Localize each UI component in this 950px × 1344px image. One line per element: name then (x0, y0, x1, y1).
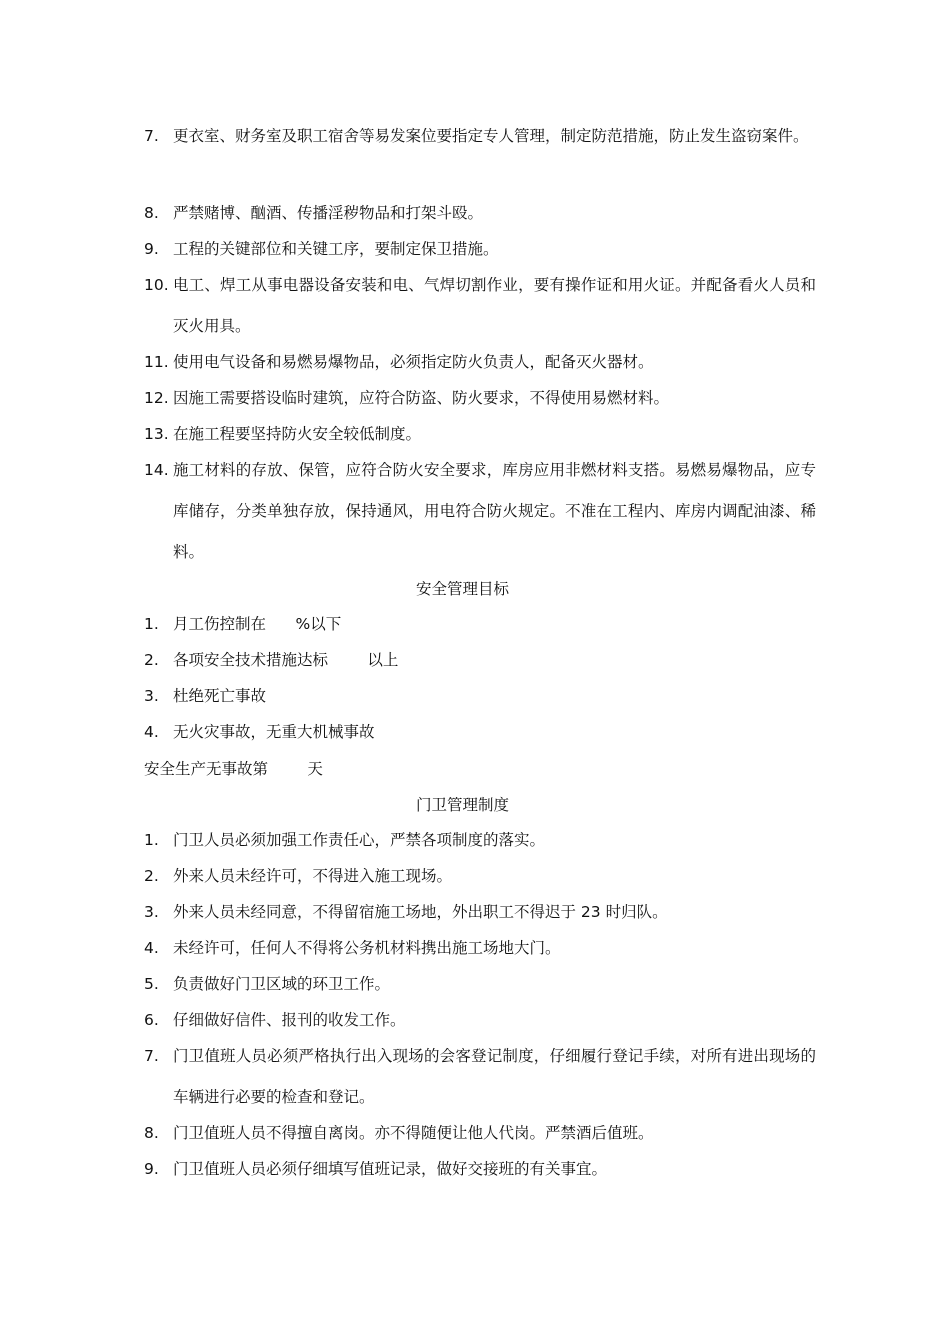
list-item (144, 640, 816, 681)
list-item (144, 265, 816, 347)
list-item (144, 1113, 816, 1154)
item-text: 仔细做好信件、报刊的收发工作。 (173, 1011, 406, 1029)
section-heading-safety-goals: 安全管理目标 (415, 580, 509, 598)
list-item (144, 1036, 816, 1118)
item-number: 9. (144, 1160, 159, 1178)
item-number: 6. (144, 1011, 159, 1029)
item-number: 3. (144, 687, 159, 705)
list-item (144, 378, 816, 419)
item-text: 门卫值班人员不得擅自离岗。亦不得随便让他人代岗。严禁酒后值班。 (173, 1124, 654, 1142)
item-number: 4. (144, 723, 159, 741)
list-item (144, 892, 816, 933)
list-item (144, 229, 816, 270)
item-number: 1. (144, 615, 159, 633)
item-text: 门卫人员必须加强工作责任心，严禁各项制度的落实。 (173, 831, 546, 849)
item-number: 11. (144, 353, 169, 371)
list-item (144, 414, 816, 455)
item-text: 外来人员未经许可，不得进入施工现场。 (173, 867, 453, 885)
list-item (144, 450, 816, 573)
item-text: 杜绝死亡事故 (173, 687, 267, 705)
item-text: 施工材料的存放、保管，应符合防火安全要求，库房应用非燃材料支搭。易燃易爆物品，应专库储存，分类单独存放，保持通风，用电符合防火规定。不准在工程内、库房内调配油漆、稀料。 (173, 461, 816, 561)
item-number: 10. (144, 276, 169, 294)
item-text: 外来人员未经同意，不得留宿施工场地，外出职工不得迟于 23 时归队。 (173, 903, 668, 921)
item-number: 7. (144, 127, 159, 145)
item-text: 未经许可，任何人不得将公务机材料携出施工场地大门。 (173, 939, 561, 957)
list-item (144, 193, 816, 234)
item-text: 工程的关键部位和关键工序，要制定保卫措施。 (173, 240, 499, 258)
list-item (144, 964, 816, 1005)
item-text: 更衣室、财务室及职工宿舍等易发案位要指定专人管理，制定防范措施，防止发生盗窃案件。 (173, 127, 809, 145)
item-text: 无火灾事故，无重大机械事故 (173, 723, 375, 741)
list-item (144, 928, 816, 969)
item-number: 3. (144, 903, 159, 921)
item-text: 各项安全技术措施达标 以上 (173, 651, 399, 669)
item-number: 14. (144, 461, 169, 479)
item-text: 负责做好门卫区域的环卫工作。 (173, 975, 391, 993)
list-item (144, 712, 816, 753)
item-text: 门卫值班人员必须严格执行出入现场的会客登记制度，仔细履行登记手续，对所有进出现场的车辆进行必要的检查和登记。 (173, 1047, 816, 1106)
item-text: 电工、焊工从事电器设备安装和电、气焊切割作业，要有操作证和用火证。并配备看火人员和灭火用具。 (173, 276, 816, 335)
item-text: 因施工需要搭设临时建筑，应符合防盗、防火要求，不得使用易燃材料。 (173, 389, 670, 407)
list-item (144, 1000, 816, 1041)
list-item (144, 820, 816, 861)
item-number: 13. (144, 425, 169, 443)
item-number: 2. (144, 867, 159, 885)
item-text: 月工伤控制在 %以下 (173, 615, 342, 633)
item-text: 使用电气设备和易燃易爆物品，必须指定防火负责人，配备灭火器材。 (173, 353, 654, 371)
list-item (144, 116, 816, 157)
item-number: 8. (144, 204, 159, 222)
item-number: 12. (144, 389, 169, 407)
no-accident-days-line: 安全生产无事故第 天 (144, 760, 323, 778)
item-text: 门卫值班人员必须仔细填写值班记录，做好交接班的有关事宜。 (173, 1160, 608, 1178)
item-number: 1. (144, 831, 159, 849)
item-number: 9. (144, 240, 159, 258)
list-item (144, 856, 816, 897)
item-number: 4. (144, 939, 159, 957)
item-number: 8. (144, 1124, 159, 1142)
list-item (144, 1149, 816, 1190)
list-item (144, 676, 816, 717)
item-text: 在施工程要坚持防火安全较低制度。 (173, 425, 422, 443)
list-item (144, 604, 816, 645)
item-number: 5. (144, 975, 159, 993)
item-number: 7. (144, 1047, 159, 1065)
item-text: 严禁赌博、酗酒、传播淫秽物品和打架斗殴。 (173, 204, 484, 222)
item-number: 2. (144, 651, 159, 669)
list-item (144, 342, 816, 383)
section-heading-gate-rules: 门卫管理制度 (415, 796, 509, 814)
